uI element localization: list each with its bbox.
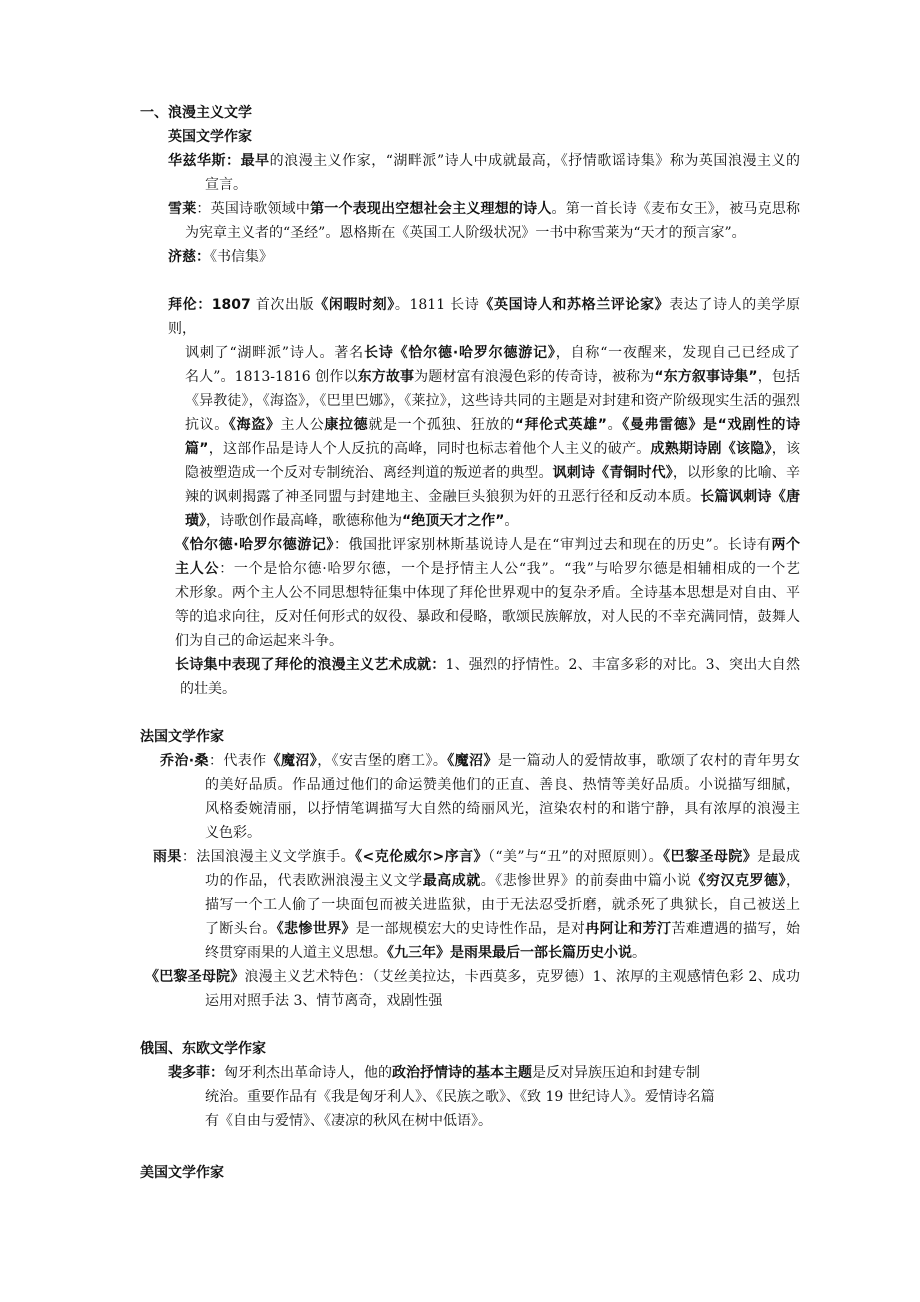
text-line xyxy=(140,725,800,749)
bold-text: 《闲暇时刻》 xyxy=(314,297,395,313)
text-run: 表达了诗人的美学原则， xyxy=(168,297,801,337)
text-line xyxy=(175,581,800,605)
text-run: 的壮美。 xyxy=(180,681,236,697)
text-line xyxy=(205,797,800,821)
text-run: 风格委婉清丽，以抒情笔调描写大自然的绮丽风光，渲染农村的和谐宁静，具有浓厚的浪漫主 xyxy=(205,801,800,817)
text-run: 《异教徒》，《海盗》，《巴里巴娜》，《莱拉》，这些诗共同的主题是对封建和资产阶级现实生活的强烈 xyxy=(185,393,800,409)
text-line xyxy=(185,389,800,413)
bold-text: 成熟期诗剧《该隐》 xyxy=(650,441,772,457)
bold-text: 一、浪漫主义文学 xyxy=(140,105,252,121)
text-run: （“美”与“丑”的对照原则）。 xyxy=(487,849,664,865)
text-line xyxy=(205,821,800,845)
text-line xyxy=(185,461,800,485)
bold-text: 篇” xyxy=(185,441,209,457)
text-run: 为宪章主义者的“圣经”。恩格斯在《英国工人阶级状况》一书中称雪莱为“天才的预言家”。 xyxy=(185,225,746,241)
entry-byron xyxy=(0,293,920,533)
bold-text: 《恰尔德·哈罗尔德游记》 xyxy=(175,537,334,553)
bold-text: 第一个表现出空想社会主义理想的诗人 xyxy=(310,201,552,217)
bold-text: 雨果 xyxy=(153,849,182,865)
text-run: ：俄国批评家别林斯基说诗人是在“审判过去和现在的历史”。长诗有 xyxy=(333,537,772,553)
text-line xyxy=(185,341,800,365)
bold-text: 英国文学作家 xyxy=(168,129,252,145)
bold-text: 乔治·桑 xyxy=(160,753,209,769)
text-line xyxy=(185,413,800,437)
bold-text: 《悲惨世界》 xyxy=(276,921,356,937)
text-run: ：代表作 xyxy=(208,753,267,769)
text-run: ，以形象的比喻、辛 xyxy=(672,465,801,481)
subheading-british-writers xyxy=(0,125,920,149)
entry-childe-harold xyxy=(0,533,920,653)
text-line xyxy=(168,293,800,341)
text-line xyxy=(205,173,800,197)
text-line xyxy=(185,221,800,245)
text-run: 是最成 xyxy=(757,849,801,865)
text-run: 统治。重要作品有《我是匈牙利人》、《民族之歌》、《致 19 世纪诗人》。爱情诗名篇 xyxy=(205,1089,715,1105)
bold-text: 《巴黎圣母院》 xyxy=(145,969,245,985)
text-run: 主人公 xyxy=(280,417,325,433)
text-line xyxy=(205,1109,800,1133)
text-run: 辣的讽刺揭露了神圣同盟与封建地主、金融巨头狼狈为奸的丑恶行径和反动本质。 xyxy=(185,489,701,505)
text-line xyxy=(205,893,800,917)
text-run: 1、强烈的抒情性。2、丰富多彩的对比。3、突出大自然 xyxy=(445,657,800,673)
text-line xyxy=(175,629,800,653)
bold-text: 两个 xyxy=(771,537,800,553)
text-line xyxy=(168,1061,800,1085)
bold-text: 长诗《恰尔德·哈罗尔德游记》 xyxy=(363,345,556,361)
heading-russian-east-european-writers xyxy=(0,1037,920,1061)
bold-text: 拜伦：1807 xyxy=(168,297,251,313)
bold-text: 裴多菲： xyxy=(168,1065,224,1081)
text-run: ：英国诗歌领域中 xyxy=(196,201,311,217)
text-line xyxy=(175,605,800,629)
text-run: ，诗歌创作最高峰，歌德称他为 xyxy=(206,513,402,529)
text-run: 们为自己的命运起来斗争。 xyxy=(175,633,343,649)
text-run: 抗议。 xyxy=(185,417,229,433)
bold-text: 冉阿让和芳汀 xyxy=(585,921,672,937)
text-run: 讽刺了“湖畔派”诗人。著名 xyxy=(185,345,364,361)
text-run: ，包括 xyxy=(757,369,800,385)
bold-text: 《英国诗人和苏格兰评论家》 xyxy=(479,297,670,313)
bold-text: 《海盗》 xyxy=(228,417,281,433)
text-line xyxy=(205,869,800,893)
text-run: 功的作品，代表欧洲浪漫主义文学 xyxy=(205,873,423,889)
text-run: ，自称“一夜醒来，发现自己已经成了 xyxy=(555,345,800,361)
entry-shelley xyxy=(0,197,920,245)
bold-text: 美国文学作家 xyxy=(140,1165,224,1181)
bold-text: 《穷汉克罗德》 xyxy=(691,873,787,889)
bold-text: 济慈： xyxy=(168,249,210,265)
bold-text: 《九三年》是雨果最后一部长篇历史小说 xyxy=(387,945,632,961)
bold-text: 俄国、东欧文学作家 xyxy=(140,1041,266,1057)
heading-american-writers xyxy=(0,1161,920,1185)
text-run: ，这部作品是诗人个人反抗的高峰，同时也标志着他个人主义的破产。 xyxy=(208,441,651,457)
text-run: 。 xyxy=(504,513,519,529)
text-line xyxy=(185,485,800,509)
text-run: 苦难遭遇的描写，始 xyxy=(671,921,801,937)
text-run: 的浪漫主义作家，“湖畔派”诗人中成就最高，《抒情歌谣诗集》称为英国浪漫主义的 xyxy=(269,153,800,169)
text-run: ：法国浪漫主义文学旗手。 xyxy=(181,849,356,865)
text-run: 的美好品质。作品通过他们的命运赞美他们的正直、善良、热情等美好品质。小说描写细腻， xyxy=(205,777,800,793)
entry-petofi xyxy=(0,1061,920,1133)
text-line xyxy=(160,749,800,773)
text-run: 。 xyxy=(606,417,623,433)
text-run: ， xyxy=(786,873,801,889)
text-run: ，《安吉堡的磨工》。 xyxy=(317,753,448,769)
bold-text: 讽刺诗《青铜时代》 xyxy=(552,465,673,481)
text-run: 。第一首长诗《麦布女王》，被马克思称 xyxy=(551,201,801,217)
bold-text: 璜》 xyxy=(185,513,206,529)
text-run: 是一篇动人的爱情故事，歌颂了农村的青年男女 xyxy=(497,753,801,769)
text-run: 匈牙利杰出革命诗人，他的 xyxy=(224,1065,392,1081)
text-run: 是反对异族压迫和封建专制 xyxy=(532,1065,700,1081)
text-run: 是一部规模宏大的史诗性作品，是对 xyxy=(355,921,586,937)
bold-text: 长诗集中表现了拜伦的浪漫主义艺术成就： xyxy=(175,657,446,673)
entry-notre-dame xyxy=(0,965,920,1013)
text-line xyxy=(168,197,800,221)
text-run: ，该 xyxy=(771,441,801,457)
text-line xyxy=(168,245,800,269)
text-line xyxy=(175,653,800,677)
bold-text: “拜伦式英雄” xyxy=(514,417,607,433)
text-run: 。1811 长诗 xyxy=(394,297,480,313)
text-run: 等的追求向往，反对任何形式的奴役、暴政和侵略，歌颂民族解放，对人民的不幸充满同情，鼓舞人 xyxy=(175,609,800,625)
text-line xyxy=(205,773,800,797)
bold-text: 华兹华斯：最早 xyxy=(168,153,270,169)
bold-text: “东方叙事诗集” xyxy=(654,369,758,385)
text-run: 名人”。1813-1816 创作以 xyxy=(185,369,358,385)
bold-text: 政治抒情诗的基本主题 xyxy=(392,1065,532,1081)
text-run: 宣言。 xyxy=(205,177,247,193)
entry-hugo xyxy=(0,845,920,965)
bold-text: 长篇讽刺诗《唐 xyxy=(700,489,800,505)
text-run: （艾丝美拉达，卡西莫多，克罗德）1、浓厚的主观感情色彩 2、成功 xyxy=(372,969,801,985)
text-run: 就是一个孤独、狂放的 xyxy=(368,417,515,433)
text-run: 术形象。两个主人公不同思想特征集中体现了拜伦世界观中的复杂矛盾。全诗基本思想是对自由、平 xyxy=(175,585,800,601)
text-run: 隐被塑造成一个反对专制统治、离经判道的叛逆者的典型。 xyxy=(185,465,553,481)
text-run: 运用对照手法 3、情节离奇，戏剧性强 xyxy=(205,993,443,1009)
text-run: 《书信集》 xyxy=(210,249,273,265)
text-run: 。《悲惨世界》的前奏曲中篇小说 xyxy=(480,873,692,889)
text-run: 为题材富有浪漫色彩的传奇诗，被称为 xyxy=(414,369,655,385)
entry-george-sand xyxy=(0,749,920,845)
bold-text: 雪莱 xyxy=(168,201,197,217)
text-line xyxy=(205,941,800,965)
text-run: 描写一个工人偷了一块面包而被关进监狱，由于无法忍受折磨，就杀死了典狱长，自己被送上 xyxy=(205,897,800,913)
text-line xyxy=(175,533,800,557)
text-run: ：一个是恰尔德·哈罗尔德，一个是抒情主人公“我”。“我”与哈罗尔德是相辅相成的一个艺 xyxy=(219,561,801,577)
entry-byron-achievements xyxy=(0,653,920,701)
section-heading-romanticism xyxy=(0,101,920,125)
bold-text: 《魔沼》 xyxy=(447,753,498,769)
text-line xyxy=(175,557,800,581)
bold-text: 《魔沼》 xyxy=(266,753,318,769)
text-line xyxy=(140,1161,800,1185)
bold-text: 康拉德 xyxy=(324,417,369,433)
bold-text: 法国文学作家 xyxy=(140,729,224,745)
text-run: 有《自由与爱情》、《凄凉的秋风在树中低语》。 xyxy=(205,1113,492,1129)
text-line xyxy=(205,989,800,1013)
text-line xyxy=(140,101,800,125)
text-line xyxy=(153,845,800,869)
text-line xyxy=(145,965,800,989)
bold-text: 《曼弗雷德》是“戏剧性的诗 xyxy=(622,417,801,433)
bold-text: 东方故事 xyxy=(357,369,415,385)
text-line xyxy=(140,1037,800,1061)
text-run: 了断头台。 xyxy=(205,921,277,937)
text-run: 浪漫主义艺术特色： xyxy=(244,969,373,985)
text-line xyxy=(185,437,800,461)
text-line xyxy=(185,365,800,389)
entry-keats xyxy=(0,245,920,269)
bold-text: 最高成就 xyxy=(422,873,481,889)
entry-wordsworth xyxy=(0,149,920,197)
text-run: 。 xyxy=(632,945,646,961)
heading-french-writers xyxy=(0,725,920,749)
text-line xyxy=(205,917,800,941)
text-line xyxy=(168,125,800,149)
text-line xyxy=(180,677,800,701)
bold-text: 《<克伦威尔>序言》 xyxy=(355,849,488,865)
text-line xyxy=(185,509,800,533)
text-run: 终贯穿雨果的人道主义思想。 xyxy=(205,945,387,961)
text-line xyxy=(205,1085,800,1109)
text-line xyxy=(168,149,800,173)
text-run: 义色彩。 xyxy=(205,825,261,841)
bold-text: “绝顶天才之作” xyxy=(402,513,505,529)
bold-text: 《巴黎圣母院》 xyxy=(663,849,758,865)
bold-text: 主人公 xyxy=(175,561,220,577)
text-run: 首次出版 xyxy=(250,297,315,313)
